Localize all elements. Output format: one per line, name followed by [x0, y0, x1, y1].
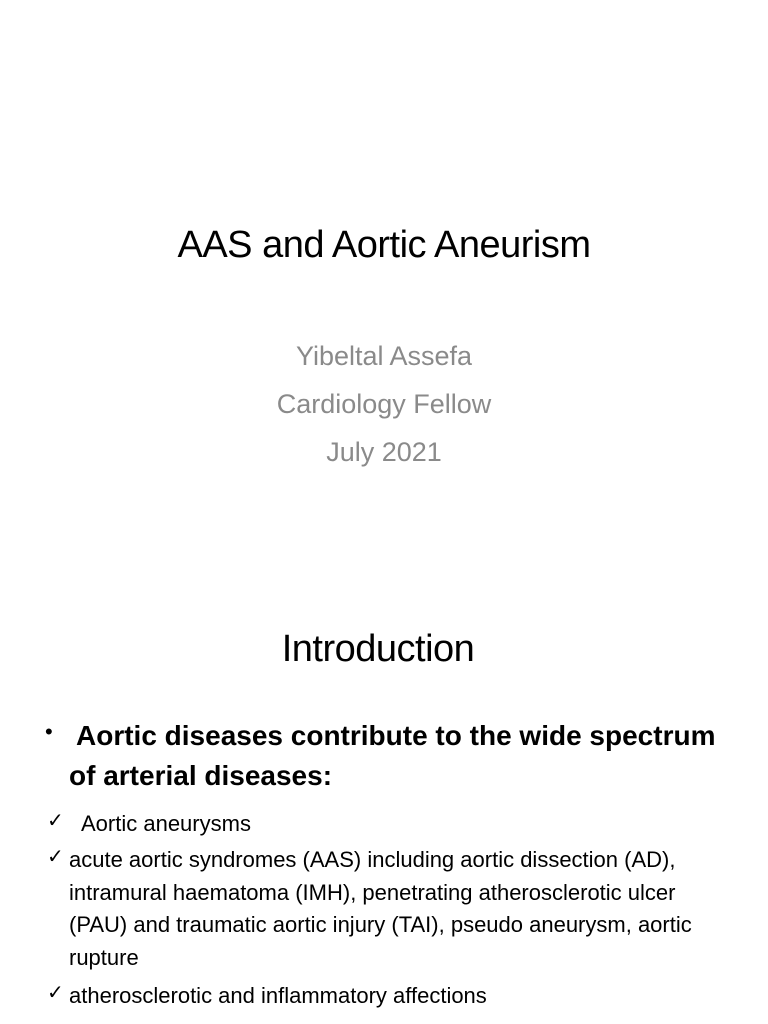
checkmark-icon: ✓: [47, 846, 64, 868]
presenter-name: Yibeltal Assefa: [295, 341, 473, 371]
check-item: [47, 808, 737, 841]
checkmark-icon: ✓: [47, 810, 64, 832]
presenter-role: Cardiology Fellow: [276, 389, 492, 419]
check-item: [47, 980, 737, 1013]
introduction-slide: [0, 576, 768, 1024]
check-item: [47, 844, 737, 974]
slide-subtitle: [0, 332, 768, 476]
presentation-date: July 2021: [326, 437, 442, 467]
bullet-text: Aortic diseases contribute to the wide spectrum of arterial diseases:: [69, 720, 716, 791]
bullet-dot-icon: •: [45, 719, 53, 744]
checkmark-icon: ✓: [47, 982, 64, 1004]
check-text: Aortic aneurysms: [81, 811, 251, 836]
bullet-item: [45, 716, 725, 796]
check-text: acute aortic syndromes (AAS) including aortic dissection (AD), intramural haematoma (IMH), penetrating atherosclerotic ulcer (PAU) and traumatic aortic injury (TAI), pseudo aneurysm, aortic rupture: [69, 847, 692, 970]
slide-title: AAS and Aortic Aneurism: [177, 224, 591, 266]
intro-title: Introduction: [281, 628, 475, 670]
check-text: atherosclerotic and inflammatory affections: [69, 983, 487, 1008]
